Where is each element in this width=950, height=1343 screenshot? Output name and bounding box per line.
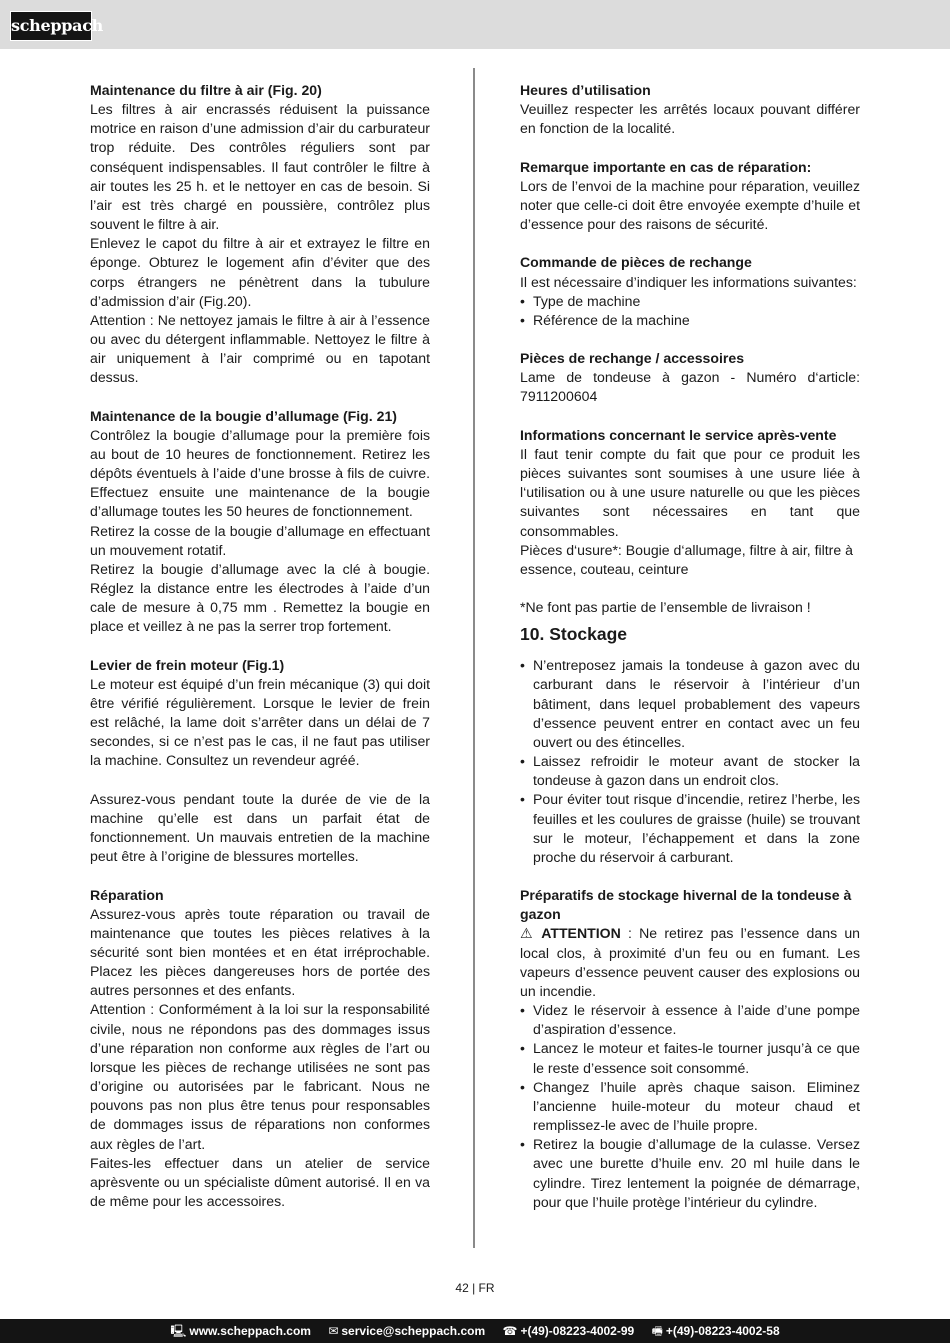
email-text: service@scheppach.com — [341, 1324, 486, 1338]
section-title: Heures d’utilisation — [520, 82, 651, 98]
section-air-filter — [90, 81, 430, 388]
fax-icon: 🖷 — [651, 1324, 663, 1338]
section-title: Pièces de rechange / accessoires — [520, 350, 745, 367]
phone-icon: ☎ — [502, 1324, 518, 1338]
section-title: Levier de frein moteur (Fig.1) — [90, 656, 285, 673]
paragraph: Attention : Ne nettoyez jamais le filtre à air à l’essence ou avec du détergent inflammable. Nettoyez le filtre à air uniquement à l’air comprimé ou en tapotant dessus. — [90, 311, 430, 386]
list-item: • Videz le réservoir à essence à l’aide d’une pompe d’aspiration d’essence. — [520, 1001, 860, 1039]
paragraph: Assurez-vous pendant toute la durée de vie de la machine qu’elle est dans un parfait état de fonctionnement. Un mauvais entretien de la machine peut être à l’origine de blessures mortelles. — [90, 790, 430, 865]
footer-band — [0, 1319, 950, 1343]
section-title: Préparatifs de stockage hivernal de la tondeuse à gazon — [520, 887, 852, 923]
warning-word: ATTENTION — [541, 925, 621, 942]
paragraph: Pièces d‘usure*: Bougie d‘allumage, filtre à air, filtre à essence, couteau, ceinture — [520, 541, 853, 577]
section-operating-hours — [520, 81, 860, 138]
paragraph: Faites-les effectuer dans un atelier de service aprèsvente ou un spécialiste dûment autorisé. Il en va de même pour les accessoires. — [90, 1154, 430, 1209]
paragraph: Veuillez respecter les arrêtés locaux pouvant différer en fonction de la localité. — [520, 101, 860, 137]
column-divider — [473, 68, 475, 1248]
right-column — [520, 81, 860, 1212]
section-title: Commande de pièces de rechange — [520, 254, 752, 271]
section-engine-brake — [90, 656, 430, 867]
list-item: • Laissez refroidir le moteur avant de stocker la tondeuse à gazon dans un endroit clos. — [520, 752, 860, 790]
section-winter-storage — [520, 886, 860, 1212]
list-item: • Lancez le moteur et faites-le tourner jusqu’à ce que le reste d’essence soit consommé. — [520, 1039, 860, 1077]
left-column — [90, 81, 430, 1211]
paragraph: Lors de l’envoi de la machine pour réparation, veuillez noter que celle-ci doit être envoyée exempte d’huile et d’essence pour des raisons de sécurité. — [520, 177, 860, 233]
footer-fax — [652, 1324, 780, 1338]
paragraph: *Ne font pas partie de l’ensemble de livraison ! — [520, 599, 811, 616]
brand-logo: scheppach — [10, 11, 92, 41]
bullet-list — [520, 1001, 860, 1212]
header-band — [0, 0, 950, 49]
list-item: • Type de machine — [520, 292, 860, 311]
section-title: Maintenance du filtre à air (Fig. 20) — [90, 82, 322, 98]
page-number: 42 | FR — [455, 1281, 495, 1295]
section-title: Réparation — [90, 886, 164, 903]
warning-text: : Ne retirez pas l’essence dans un local clos, à proximité d’un feu ou en fumant. Les vapeurs d’essence peuvent causer des explosions ou un incendie. — [520, 925, 860, 999]
paragraph: Il est nécessaire d’indiquer les informations suivantes: — [520, 273, 857, 290]
section-spare-parts — [520, 349, 860, 406]
section-storage — [520, 617, 860, 867]
list-item: • Retirez la bougie d’allumage de la culasse. Versez avec une burette d’huile env. 20 ml huile dans le cylindre. Tirez lentement la poignée de démarrage, pour que l’huile protège l’intérieur du cylindre. — [520, 1135, 860, 1212]
bullet-list — [520, 292, 860, 330]
paragraph: Il faut tenir compte du fait que pour ce produit les pièces suivantes sont soumises à une usure liée à l‘utilisation ou à une usure naturelle ou que les pièces suivantes sont nécessaires en tant que consommables. — [520, 445, 860, 539]
paragraph: Contrôlez la bougie d’allumage pour la première fois au bout de 10 heures de fonctionnement. Retirez les dépôts éventuels à l’aide d’une brosse à fils de cuivre. Effectuez ensuite une maintenance de la bougie d’allumage toutes les 50 heures de fonctionnement. — [90, 426, 430, 520]
section-spark-plug — [90, 407, 430, 637]
warning-icon: ⚠ — [520, 925, 533, 942]
website-text: www.scheppach.com — [189, 1324, 311, 1338]
warning-paragraph — [520, 924, 860, 1001]
section-service-info — [520, 426, 860, 618]
phone-text: +(49)-08223-4002-99 — [520, 1324, 635, 1338]
section-title: Informations concernant le service après-vente — [520, 426, 837, 443]
section-parts-order — [520, 253, 860, 330]
fax-text: +(49)-08223-4002-58 — [665, 1324, 780, 1338]
paragraph: Assurez-vous après toute réparation ou travail de maintenance que toutes les pièces relatives à la sécurité sont bien montées et en état irréprochable. Placez les pièces dangereuses hors de portée des autres personnes et des enfants. — [90, 905, 430, 999]
paragraph: Retirez la bougie d’allumage avec la clé à bougie. Réglez la distance entre les électrodes à l’aide d’un cale de mesure à 0,75 mm . Remettez la bougie en place et veillez à ne pas la serrer trop fortement. — [90, 560, 430, 635]
chapter-title: 10. Stockage — [520, 624, 627, 645]
footer-email[interactable] — [328, 1324, 485, 1338]
section-repair — [90, 886, 430, 1212]
paragraph: Le moteur est équipé d’un frein mécanique (3) qui doit être vérifié régulièrement. Lorsque le levier de frein est relâché, la lame doit s’arrêter dans un délai de 7 secondes, si ce n’est pas le cas, il ne faut pas utiliser la machine. Consultez un revendeur agréé. — [90, 675, 430, 769]
paragraph: Attention : Conformément à la loi sur la responsabilité civile, nous ne répondons pas des dommages issus d’une réparation non conforme aux règles de l’art ou lorsque les pièces de rechange utilisées ne sont pas d’origine ou autorisées par le fabricant. Nous ne pouvons pas non plus être tenus pour responsables de dommages issus de réparations non conformes aux règles de l’art. — [90, 1001, 430, 1152]
computer-icon: 🖳 — [170, 1324, 187, 1338]
list-item: • Changez l’huile après chaque saison. Eliminez l’ancienne huile-moteur du moteur chaud et remplissez-le avec de l’huile propre. — [520, 1078, 860, 1135]
list-item: • Pour éviter tout risque d’incendie, retirez l’herbe, les feuilles et les coulures de graisse (huile) se trouvant sur le moteur, l’échappement et dans la zone proche du réservoir á carburant. — [520, 790, 860, 867]
paragraph: Retirez la cosse de la bougie d’allumage en effectuant un mouvement rotatif. — [90, 522, 430, 558]
section-repair-note — [520, 158, 860, 235]
paragraph: Enlevez le capot du filtre à air et extrayez le filtre en éponge. Obturez le logement afin d’éviter que des corps étrangers ne pénètrent dans la tubulure d’admission d’air (Fig.20). — [90, 235, 430, 309]
section-title: Maintenance de la bougie d’allumage (Fig. 21) — [90, 407, 397, 424]
footer-phone — [503, 1324, 635, 1338]
paragraph: Les filtres à air encrassés réduisent la puissance motrice en raison d’une admission d’air du carburateur trop réduite. Des contrôles réguliers sont par conséquent indispensables. Il faut contrôler le filtre à air toutes les 25 h. et le nettoyer en cas de besoin. Si l’air est très chargé en poussière, contrôlez plus souvent le filtre à air. — [90, 101, 430, 233]
mail-icon: ✉ — [328, 1324, 339, 1338]
list-item: • N’entreposez jamais la tondeuse à gazon avec du carburant dans le réservoir à l’intérieur d’un bâtiment, dans lequel probablement des vapeurs d’essence peuvent entrer en contact avec un feu ouvert ou des étincelles. — [520, 656, 860, 752]
list-item: • Référence de la machine — [520, 311, 860, 330]
bullet-list — [520, 656, 860, 867]
paragraph: Lame de tondeuse à gazon - Numéro d‘article: 7911200604 — [520, 369, 860, 405]
section-title: Remarque importante en cas de réparation: — [520, 158, 812, 175]
footer-website[interactable] — [170, 1324, 311, 1338]
